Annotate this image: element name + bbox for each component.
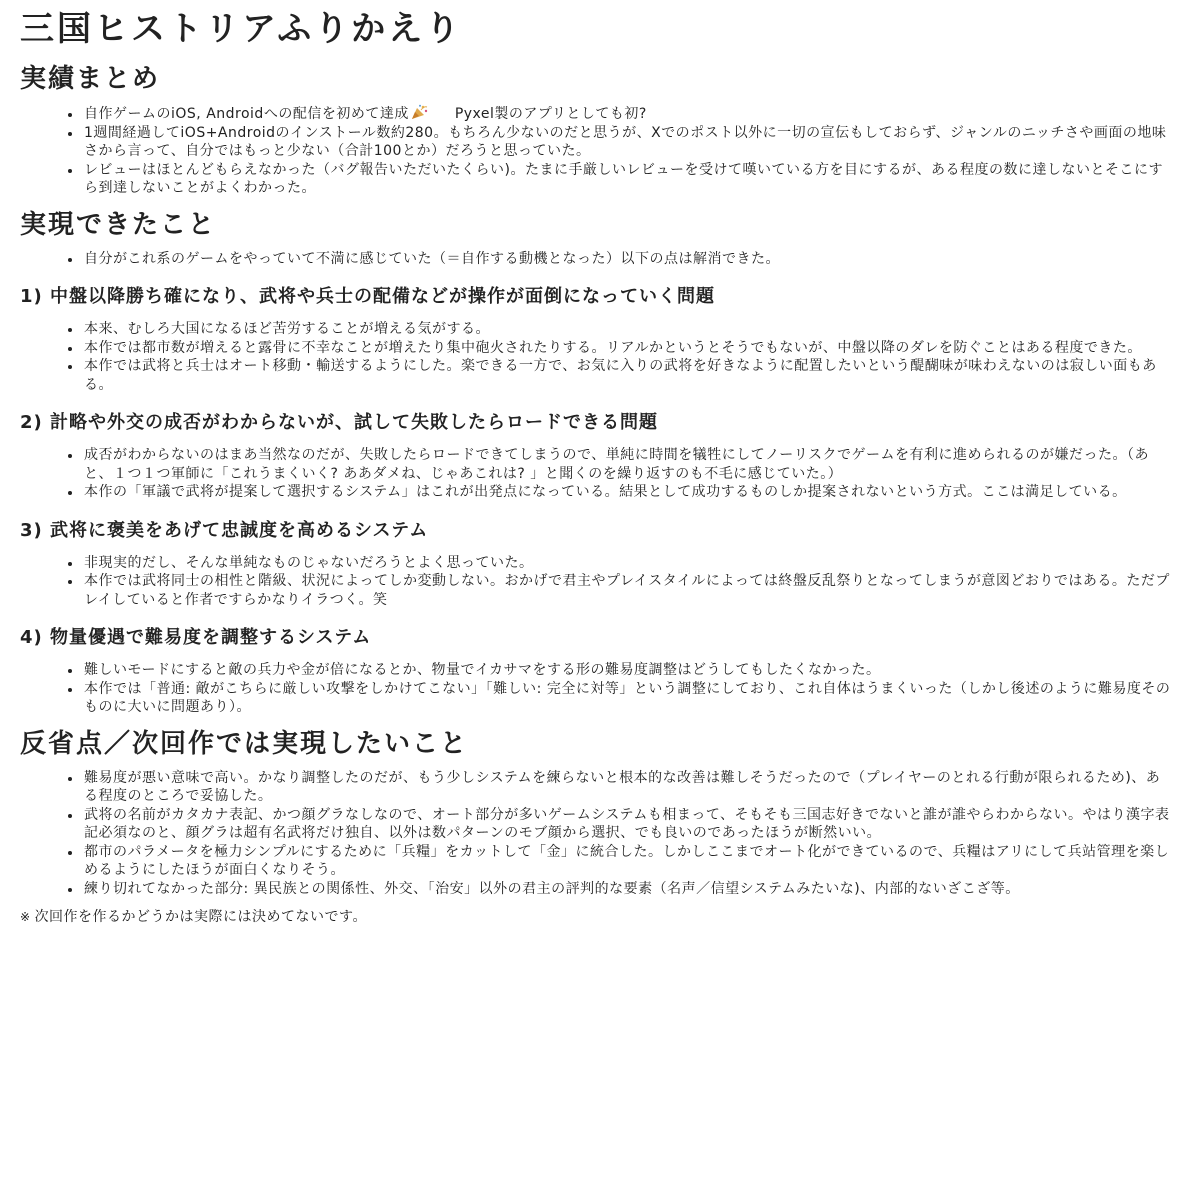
list-item: • 本作では武将同士の相性と階級、状況によってしか変動しない。おかげで君主やプレイスタイルによっては終盤反乱祭りとなってしまうが意図どおりではある。ただプレイしていると作者ですらかなりイラつく。笑 [82,572,1173,609]
subsection-heading-2: 2) 計略や外交の成否がわからないが、試して失敗したらロードできる問題 [20,412,659,433]
list-item: • 本作では「普通: 敵がこちらに厳しい攻撃をしかけてこない」「難しい: 完全に対等」という調整にしており、これ自体はうまくいった（しかし後述のように難易度そのものに大いに問題あり）。 [82,680,1173,717]
reflection-list [20,769,1173,899]
list-item: • 難しいモードにすると敵の兵力や金が倍になるとか、物量でイカサマをする形の難易度調整はどうしてもしたくなかった。 [82,661,1173,680]
realized-intro-list [20,250,1173,269]
realized-heading: 実現できたこと [20,209,217,240]
achievements-section [20,62,1173,198]
list-item: • 都市のパラメータを極力シンプルにするために「兵糧」をカットして「金」に統合した。しかしここまでオート化ができているので、兵糧はアリにして兵站管理を楽しめるようにしたほうが面白くなりそう。 [82,843,1173,880]
footnote-mark: ※ [20,910,31,924]
list-item: • 本作では都市数が増えると露骨に不幸なことが増えたり集中砲火されたりする。リアルかというとそうでもないが、中盤以降のダレを防ぐことはある程度できた。 [82,339,1173,358]
footnote [20,908,1173,926]
list-item: • 本作の「軍議で武将が提案して選択するシステム」はこれが出発点になっている。結果として成功するものしか提案されないという方式。ここは満足している。 [82,483,1173,502]
list-item: • 本作では武将と兵士はオート移動・輸送するようにした。楽できる一方で、お気に入りの武将を好きなように配置したいという醍醐味が味わえないのは寂しい面もある。 [82,357,1173,394]
subsection-heading-4: 4) 物量優遇で難易度を調整するシステム [20,627,372,648]
list-item-text: Pyxel製のアプリとしても初? [454,106,647,122]
achievements-list [20,104,1173,198]
list-item-text: 自作ゲームのiOS, Androidへの配信を初めて達成 [84,106,409,122]
subsection-list-4 [20,661,1173,717]
list-item: • 成否がわからないのはまあ当然なのだが、失敗したらロードできてしまうので、単純に時間を犠牲にしてノーリスクでゲームを有利に進められるのが嫌だった。（あと、１つ１つ軍師に「これうまくいく? ああダメね、じゃあこれは? 」と聞くのを繰り返すのも不毛に感じていた。） [82,446,1173,483]
subsection-heading-1: 1) 中盤以降勝ち確になり、武将や兵士の配備などが操作が面倒になっていく問題 [20,286,716,307]
subsection-list-2 [20,446,1173,502]
footnote-text: 次回作を作るかどうかは実際には決めてないです。 [34,909,367,925]
list-item [82,104,1173,124]
list-item: • レビューはほとんどもらえなかった（バグ報告いただいたくらい)。たまに手厳しいレビューを受けて嘆いている方を目にするが、ある程度の数に達しないとそこにすら到達しないことがよくわかった。 [82,161,1173,198]
realized-section [20,208,1173,717]
reflection-heading: 反省点／次回作では実現したいこと [20,728,469,759]
list-item: • 非現実的だし、そんな単純なものじゃないだろうとよく思っていた。 [82,554,1173,573]
list-item: • 難易度が悪い意味で高い。かなり調整したのだが、もう少しシステムを練らないと根本的な改善は難しそうだったので（プレイヤーのとれる行動が限られるため)、ある程度のところで妥協した。 [82,769,1173,806]
subsection-heading-3: 3) 武将に褒美をあげて忠誠度を高めるシステム [20,519,429,541]
subsection-list-1 [20,320,1173,394]
page-title: 三国ヒストリアふりかえり [20,9,463,49]
list-item: • 自分がこれ系のゲームをやっていて不満に感じていた（＝自作する動機となった）以下の点は解消できた。 [82,250,1173,269]
achievements-heading: 実績まとめ [20,64,161,94]
party-popper-icon [411,104,429,120]
subsection-list-3 [20,554,1173,610]
list-item: • 本来、むしろ大国になるほど苦労することが増える気がする。 [82,320,1173,339]
list-item: • 練り切れてなかった部分: 異民族との関係性、外交、「治安」以外の君主の評判的な要素（名声／信望システムみたいな)、内部的ないざこざ等。 [82,880,1173,899]
reflection-section [20,727,1173,899]
list-item: • 武将の名前がカタカナ表記、かつ顔グラなしなので、オート部分が多いゲームシステムも相まって、そもそも三国志好きでないと誰が誰やらわからない。やはり漢字表記必須なのと、顔グラは超有名武将だけ独自、以外は数パターンのモブ顔から選択、でも良いのであったほうが断然いい。 [82,806,1173,843]
list-item: • 1週間経過してiOS+Androidのインストール数約280。もちろん少ないのだと思うが、Xでのポスト以外に一切の宣伝もしておらず、ジャンルのニッチさや画面の地味さから言って、自分ではもっと少ない（合計100とか）だろうと思っていた。 [82,124,1173,161]
